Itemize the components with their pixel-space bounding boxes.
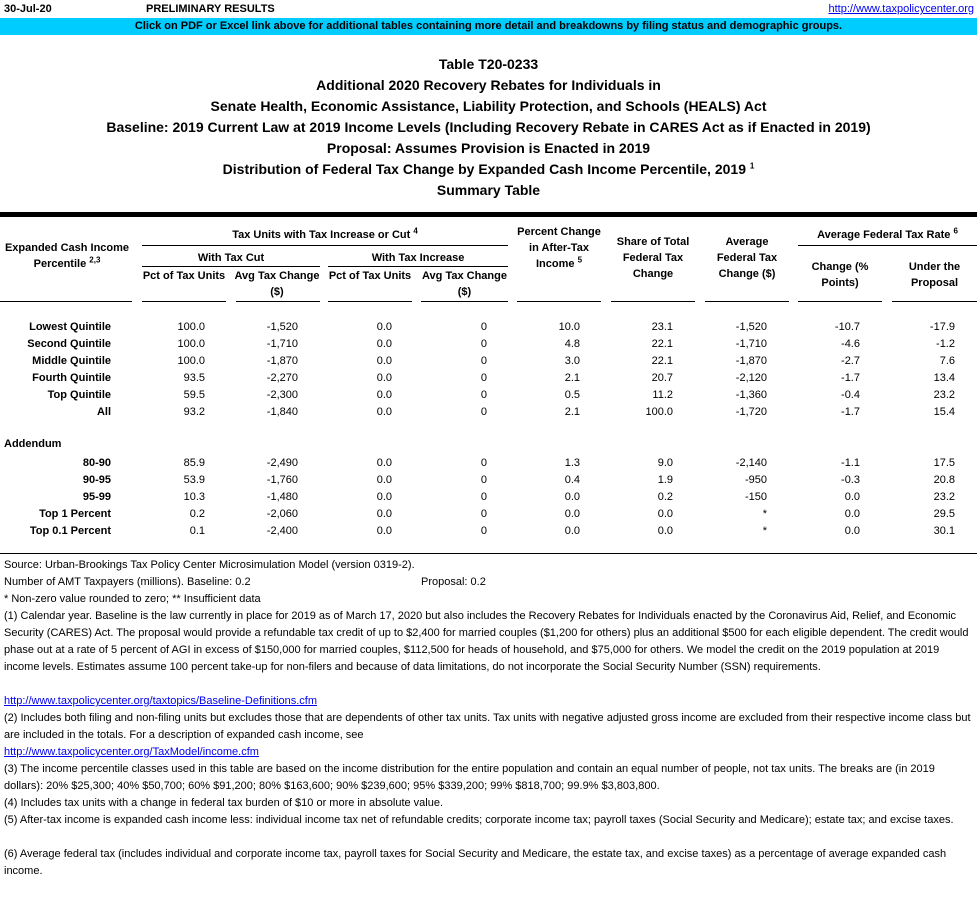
col-pct-units-increase: Pct of Tax Units <box>328 270 412 282</box>
cell-rate-change: -1.7 <box>841 406 860 418</box>
header-rule <box>236 301 320 302</box>
col-group-units <box>140 227 510 243</box>
cell-avg-fed-change: -1,520 <box>735 321 767 333</box>
cell-pct-units-increase: 0.0 <box>376 525 392 537</box>
cell-share-total: 100.0 <box>645 406 673 418</box>
footnote-ref: 6 <box>953 226 958 236</box>
footnote-5: (5) After-tax income is expanded cash income less: individual income tax net of refundable credits; corporate income tax; payroll taxes (Social Security and Medicare); estate tax; and excise taxes. <box>4 814 954 826</box>
cell-rate-proposal: 23.2 <box>933 491 955 503</box>
table-row <box>0 336 977 353</box>
header-rule <box>611 301 695 302</box>
col-percentile <box>0 240 134 272</box>
col-avg-change-cut: Avg Tax Change ($) <box>234 270 320 298</box>
cell-pct-units-cut: 10.3 <box>183 491 205 503</box>
cell-rate-change: -1.1 <box>841 457 860 469</box>
cell-avg-change-cut: -2,400 <box>266 525 298 537</box>
cell-pct-after-tax: 0.0 <box>564 508 580 520</box>
table-row <box>0 472 977 489</box>
cell-rate-change: -10.7 <box>834 321 860 333</box>
cell-avg-fed-change: -950 <box>744 474 767 486</box>
cell-rate-change: -2.7 <box>841 355 860 367</box>
cell-rate-proposal: 7.6 <box>939 355 955 367</box>
cell-pct-units-cut: 53.9 <box>183 474 205 486</box>
row-label: Second Quintile <box>27 338 111 350</box>
cell-avg-fed-change: -1,710 <box>735 338 767 350</box>
income-definition-link[interactable]: http://www.taxpolicycenter.org/TaxModel/income.cfm <box>4 746 259 758</box>
cell-pct-units-increase: 0.0 <box>376 389 392 401</box>
row-label: 95-99 <box>82 491 111 503</box>
title-line-3: Baseline: 2019 Current Law at 2019 Income Levels (Including Recovery Rebate in CARES Act as if Enacted in 2019) <box>106 119 871 135</box>
cell-pct-after-tax: 10.0 <box>558 321 580 333</box>
group-rule <box>142 245 508 246</box>
cell-pct-after-tax: 0.0 <box>564 525 580 537</box>
cell-share-total: 20.7 <box>651 372 673 384</box>
title-line-5-text: Distribution of Federal Tax Change by Expanded Cash Income Percentile, 2019 <box>222 161 746 177</box>
footnote-1-link-wrap <box>4 693 974 710</box>
cell-share-total: 11.2 <box>652 389 673 401</box>
cell-avg-change-increase: 0 <box>480 389 487 401</box>
table-row <box>0 319 977 336</box>
cell-share-total: 0.0 <box>657 525 673 537</box>
source-note: Source: Urban-Brookings Tax Policy Center Microsimulation Model (version 0319-2). <box>4 559 415 571</box>
cell-avg-fed-change: -1,360 <box>735 389 767 401</box>
cell-pct-units-increase: 0.0 <box>376 474 392 486</box>
col-percentile-label: Expanded Cash Income Percentile <box>4 242 130 270</box>
legend-note: * Non-zero value rounded to zero; ** Insufficient data <box>4 593 261 605</box>
col-with-increase: With Tax Increase <box>371 252 465 264</box>
cell-pct-after-tax: 1.3 <box>564 457 580 469</box>
cell-avg-change-increase: 0 <box>480 321 487 333</box>
footnote-ref: 4 <box>413 226 418 236</box>
title-line-6: Summary Table <box>436 182 541 198</box>
table-row <box>0 353 977 370</box>
cell-avg-change-cut: -1,710 <box>266 338 298 350</box>
cell-pct-units-cut: 100.0 <box>177 321 205 333</box>
cell-pct-units-increase: 0.0 <box>376 338 392 350</box>
cell-pct-units-increase: 0.0 <box>376 372 392 384</box>
col-share-total: Share of Total Federal Tax Change <box>616 236 690 280</box>
row-label: Lowest Quintile <box>29 321 111 333</box>
cell-rate-change: 0.0 <box>844 491 860 503</box>
row-label: Top 0.1 Percent <box>29 525 111 537</box>
cell-rate-proposal: 13.4 <box>933 372 955 384</box>
cell-avg-change-increase: 0 <box>480 406 487 418</box>
cell-pct-units-cut: 0.1 <box>189 525 205 537</box>
cell-avg-change-cut: -1,840 <box>266 406 298 418</box>
cell-pct-units-cut: 0.2 <box>189 508 205 520</box>
amt-note <box>4 574 974 591</box>
cell-avg-change-cut: -1,480 <box>266 491 298 503</box>
row-label: Top Quintile <box>47 389 111 401</box>
row-label: Middle Quintile <box>32 355 111 367</box>
cell-avg-change-increase: 0 <box>480 372 487 384</box>
table-row <box>0 489 977 506</box>
table-row <box>0 523 977 540</box>
row-label: Top 1 Percent <box>39 508 111 520</box>
cell-avg-change-cut: -2,300 <box>266 389 298 401</box>
col-avg-fed-change: Average Federal Tax Change ($) <box>716 236 778 280</box>
cell-share-total: 22.1 <box>651 355 673 367</box>
cell-share-total: 0.2 <box>657 491 673 503</box>
col-group-units-label: Tax Units with Tax Increase or Cut <box>232 229 411 241</box>
footnote-1: (1) Calendar year. Baseline is the law currently in place for 2019 as of March 17, 2020 but also includes the Recovery Rebates for Individuals enacted by the Coronavirus Aid, Relief, and Economic Security (CARES) Act. The proposal would provide a refundable tax credit of up to $2,400 for married couples ($1,200 for others) plus an additional $500 for each eligible dependent. The credit would phase out at a rate of 5 percent of AGI in excess of $150,000 for married couples, $112,500 for heads of household, and $75,000 for others. We model the credit on the 2019 population at 2019 income levels. Estimates assume 100 percent take-up for non-filers and because of data limitations, do not incorporate the Social Security Number (SSN) requirements. <box>4 610 969 673</box>
cell-pct-units-increase: 0.0 <box>376 321 392 333</box>
cell-avg-fed-change: -1,720 <box>735 406 767 418</box>
status-label: PRELIMINARY RESULTS <box>146 3 275 15</box>
cell-avg-change-increase: 0 <box>480 491 487 503</box>
cell-rate-proposal: 23.2 <box>933 389 955 401</box>
cell-rate-change: -0.3 <box>841 474 860 486</box>
footnote-2: (2) Includes both filing and non-filing units but excludes those that are dependents of other tax units. Tax units with negative adjusted gross income are excluded from their respective income class but are included in the totals. For a description of expanded cash income, see <box>4 712 971 741</box>
cell-avg-fed-change: -1,870 <box>735 355 767 367</box>
table-bottom-rule <box>0 553 977 554</box>
cell-avg-change-cut: -1,870 <box>266 355 298 367</box>
header-top-rule <box>0 212 977 217</box>
cell-pct-after-tax: 0.4 <box>564 474 580 486</box>
col-pct-after-tax <box>517 224 601 272</box>
amt-baseline: Number of AMT Taxpayers (millions). Baseline: 0.2 <box>4 576 251 588</box>
table-row <box>0 387 977 404</box>
cell-rate-proposal: 29.5 <box>933 508 955 520</box>
cell-rate-change: 0.0 <box>844 525 860 537</box>
cell-rate-proposal: 15.4 <box>933 406 955 418</box>
col-pct-after-tax-label: Percent Change in After-Tax Income <box>517 226 601 270</box>
cell-rate-change: 0.0 <box>844 508 860 520</box>
cell-avg-change-cut: -2,490 <box>266 457 298 469</box>
cell-avg-change-increase: 0 <box>480 355 487 367</box>
table-row <box>0 455 977 472</box>
footnote-3: (3) The income percentile classes used in this table are based on the income distribution for the entire population and contain an equal number of people, not tax units. The breaks are (in 2019 dollars): 20% $25,300; 40% $50,700; 60% $91,200; 80% $163,600; 90% $239,600; 95% $339,200; 99% $818,700; 99.9% $3,803,800. <box>4 763 935 792</box>
title-line-2: Senate Health, Economic Assistance, Liability Protection, and Schools (HEALS) Act <box>210 98 767 114</box>
table-row <box>0 506 977 523</box>
cell-pct-units-cut: 93.5 <box>183 372 205 384</box>
cell-rate-proposal: 17.5 <box>933 457 955 469</box>
header-rule <box>705 301 789 302</box>
cell-share-total: 1.9 <box>657 474 673 486</box>
row-label: All <box>96 406 111 418</box>
footnote-2-link-wrap <box>4 744 974 761</box>
footnote-ref: 2,3 <box>89 255 101 265</box>
increase-rule <box>328 266 508 267</box>
cell-pct-units-increase: 0.0 <box>376 508 392 520</box>
cell-pct-units-cut: 85.9 <box>183 457 205 469</box>
cell-pct-units-cut: 93.2 <box>183 406 205 418</box>
cell-pct-after-tax: 2.1 <box>564 406 580 418</box>
row-label: 90-95 <box>82 474 111 486</box>
header-rule <box>328 301 412 302</box>
amt-proposal: Proposal: 0.2 <box>421 576 486 588</box>
cell-rate-change: -1.7 <box>841 372 860 384</box>
cell-avg-change-increase: 0 <box>480 338 487 350</box>
cell-avg-fed-change: * <box>762 525 767 537</box>
cell-pct-units-increase: 0.0 <box>376 457 392 469</box>
cell-pct-units-cut: 100.0 <box>177 355 205 367</box>
row-label: Fourth Quintile <box>32 372 111 384</box>
cell-pct-units-increase: 0.0 <box>376 355 392 367</box>
footnote-6: (6) Average federal tax (includes individual and corporate income tax, payroll taxes for Social Security and Medicare, the estate tax, and excise taxes) as a percentage of average expanded cash income. <box>4 848 947 877</box>
cell-rate-proposal: 20.8 <box>933 474 955 486</box>
cell-pct-after-tax: 2.1 <box>564 372 580 384</box>
cell-avg-change-cut: -1,760 <box>266 474 298 486</box>
rate-rule <box>798 245 977 246</box>
cell-share-total: 22.1 <box>651 338 673 350</box>
site-link[interactable]: http://www.taxpolicycenter.org <box>828 3 974 15</box>
cell-rate-change: -0.4 <box>841 389 860 401</box>
info-banner: Click on PDF or Excel link above for additional tables containing more detail and breakdowns by filing status and demographic groups. <box>0 18 977 35</box>
cell-rate-proposal: 30.1 <box>933 525 955 537</box>
report-date: 30-Jul-20 <box>4 3 52 15</box>
header-rule <box>892 301 977 302</box>
header-rule <box>142 301 226 302</box>
cell-share-total: 23.1 <box>651 321 673 333</box>
col-pct-units-cut: Pct of Tax Units <box>142 270 226 282</box>
cell-avg-change-cut: -1,520 <box>266 321 298 333</box>
cell-pct-after-tax: 0.0 <box>564 491 580 503</box>
cell-rate-change: -4.6 <box>841 338 860 350</box>
cell-pct-units-increase: 0.0 <box>376 491 392 503</box>
header-rule <box>798 301 882 302</box>
table-row <box>0 404 977 421</box>
footnote-ref: 1 <box>749 161 755 171</box>
header-rule <box>0 301 132 302</box>
cell-pct-after-tax: 4.8 <box>564 338 580 350</box>
cell-avg-fed-change: -150 <box>744 491 767 503</box>
cell-avg-change-increase: 0 <box>480 474 487 486</box>
table-id: Table T20-0233 <box>438 56 539 72</box>
col-rate-proposal: Under the Proposal <box>908 261 961 289</box>
cell-avg-change-cut: -2,060 <box>266 508 298 520</box>
baseline-definitions-link[interactable]: http://www.taxpolicycenter.org/taxtopics/Baseline-Definitions.cfm <box>4 695 318 707</box>
cell-pct-after-tax: 0.5 <box>564 389 580 401</box>
cell-avg-change-increase: 0 <box>480 525 487 537</box>
cell-pct-units-cut: 59.5 <box>183 389 205 401</box>
title-line-5 <box>0 160 977 178</box>
cell-avg-fed-change: -2,120 <box>735 372 767 384</box>
col-avg-change-increase: Avg Tax Change ($) <box>422 270 507 298</box>
cell-rate-proposal: -1.2 <box>936 338 955 350</box>
cut-rule <box>142 266 320 267</box>
footnote-4: (4) Includes tax units with a change in federal tax burden of $10 or more in absolute value. <box>4 797 444 809</box>
col-rate-change: Change (% Points) <box>811 261 869 289</box>
cell-pct-units-cut: 100.0 <box>177 338 205 350</box>
cell-rate-proposal: -17.9 <box>929 321 955 333</box>
cell-pct-after-tax: 3.0 <box>564 355 580 367</box>
col-with-cut: With Tax Cut <box>197 252 265 264</box>
header-rule <box>517 301 601 302</box>
cell-share-total: 0.0 <box>657 508 673 520</box>
col-group-rate-label: Average Federal Tax Rate <box>817 229 951 241</box>
row-label: 80-90 <box>82 457 111 469</box>
cell-avg-fed-change: * <box>762 508 767 520</box>
footnote-ref: 5 <box>577 255 583 265</box>
cell-pct-units-increase: 0.0 <box>376 406 392 418</box>
cell-avg-change-increase: 0 <box>480 457 487 469</box>
title-line-4: Proposal: Assumes Provision is Enacted in 2019 <box>326 140 651 156</box>
table-row <box>0 370 977 387</box>
title-line-1: Additional 2020 Recovery Rebates for Individuals in <box>316 77 661 93</box>
cell-avg-fed-change: -2,140 <box>735 457 767 469</box>
col-group-rate <box>798 227 977 243</box>
cell-share-total: 9.0 <box>657 457 673 469</box>
cell-avg-change-cut: -2,270 <box>266 372 298 384</box>
header-rule <box>421 301 508 302</box>
addendum-label: Addendum <box>4 438 62 450</box>
cell-avg-change-increase: 0 <box>480 508 487 520</box>
